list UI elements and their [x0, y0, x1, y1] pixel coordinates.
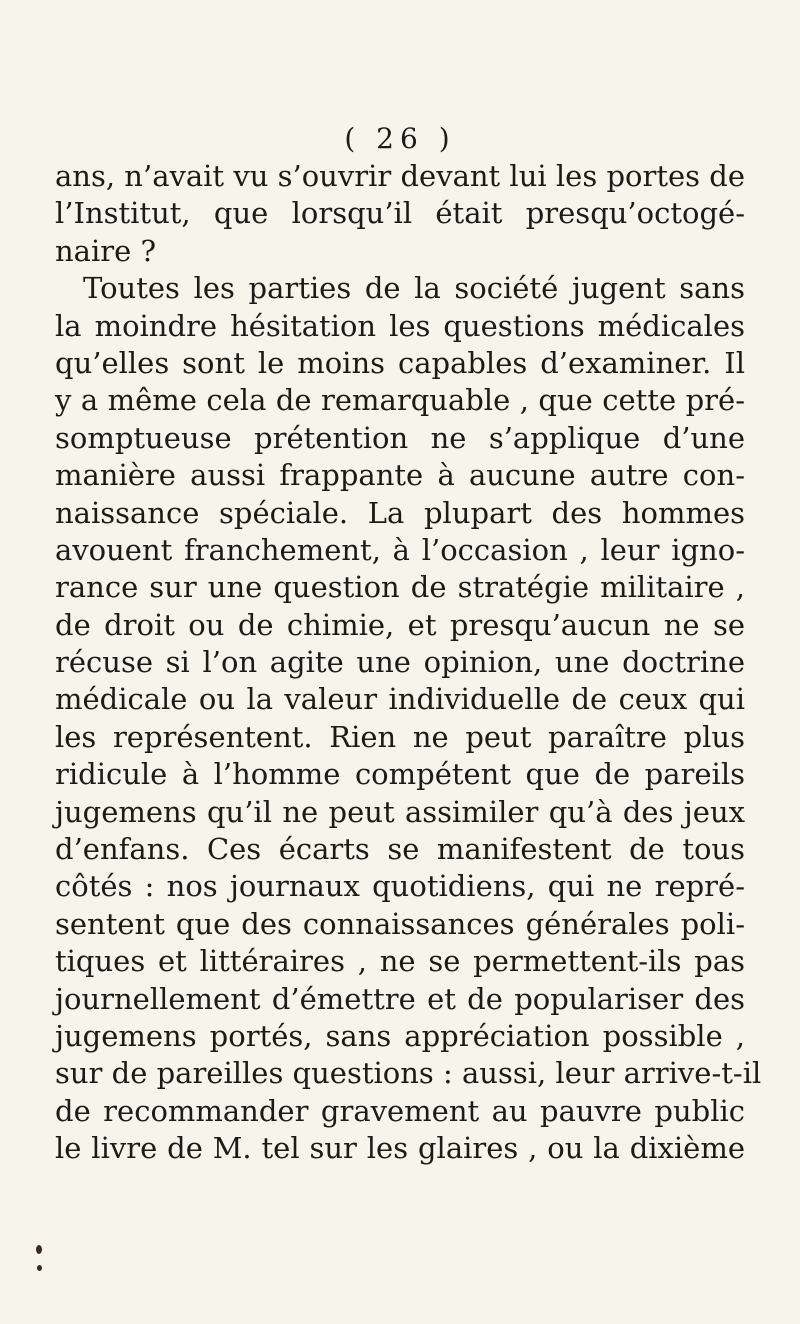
- text-line: manière aussi frappante à aucune autre con-: [55, 458, 745, 493]
- text-line: les représentent. Rien ne peut paraître plus: [55, 719, 745, 754]
- text-line: naire ?: [55, 233, 157, 268]
- text-line: rance sur une question de stratégie militaire ,: [55, 570, 745, 605]
- text-line: le livre de M. tel sur les glaires , ou la dixième: [55, 1131, 745, 1166]
- text-line: ans, n’avait vu s’ouvrir devant lui les portes de: [55, 159, 745, 193]
- text-line: Toutes les parties de la société jugent sans: [83, 271, 745, 306]
- text-line: jugemens qu’il ne peut assimiler qu’à des jeux: [55, 794, 745, 829]
- page-number: ( 26 ): [344, 122, 456, 155]
- text-line: y a même cela de remarquable , que cette pré-: [55, 383, 745, 418]
- text-line: sur de pareilles questions : aussi, leur arrive-t-il: [55, 1056, 762, 1091]
- text-line: la moindre hésitation les questions médicales: [55, 308, 745, 343]
- text-line: tiques et littéraires , ne se permettent-ils pas: [55, 944, 745, 979]
- text-line: naissance spéciale. La plupart des hommes: [55, 495, 745, 530]
- text-line: de recommander gravement au pauvre public: [55, 1093, 745, 1128]
- ink-speck: [36, 1245, 42, 1254]
- text-line: avouent franchement, à l’occasion , leur igno-: [55, 532, 745, 567]
- text-line: côtés : nos journaux quotidiens, qui ne repré-: [55, 869, 745, 904]
- text-line: journellement d’émettre et de populariser des: [55, 981, 745, 1016]
- text-line: ridicule à l’homme compétent que de pareils: [55, 757, 745, 792]
- text-line: qu’elles sont le moins capables d’examiner. Il: [55, 345, 745, 380]
- text-line: sentent que des connaissances générales poli-: [55, 906, 745, 941]
- ink-speck: [37, 1265, 42, 1271]
- body-text: [55, 158, 762, 1168]
- text-line: d’enfans. Ces écarts se manifestent de tous: [55, 832, 745, 867]
- text-line: médicale ou la valeur individuelle de ceux qui: [55, 682, 745, 717]
- text-line: récuse si l’on agite une opinion, une doctrine: [55, 645, 745, 680]
- text-line: l’Institut, que lorsqu’il était presqu’octogé-: [55, 196, 745, 231]
- text-line: de droit ou de chimie, et presqu’aucun ne se: [55, 607, 745, 642]
- text-line: somptueuse prétention ne s’applique d’une: [55, 420, 745, 455]
- text-line: jugemens portés, sans appréciation possible ,: [55, 1018, 745, 1053]
